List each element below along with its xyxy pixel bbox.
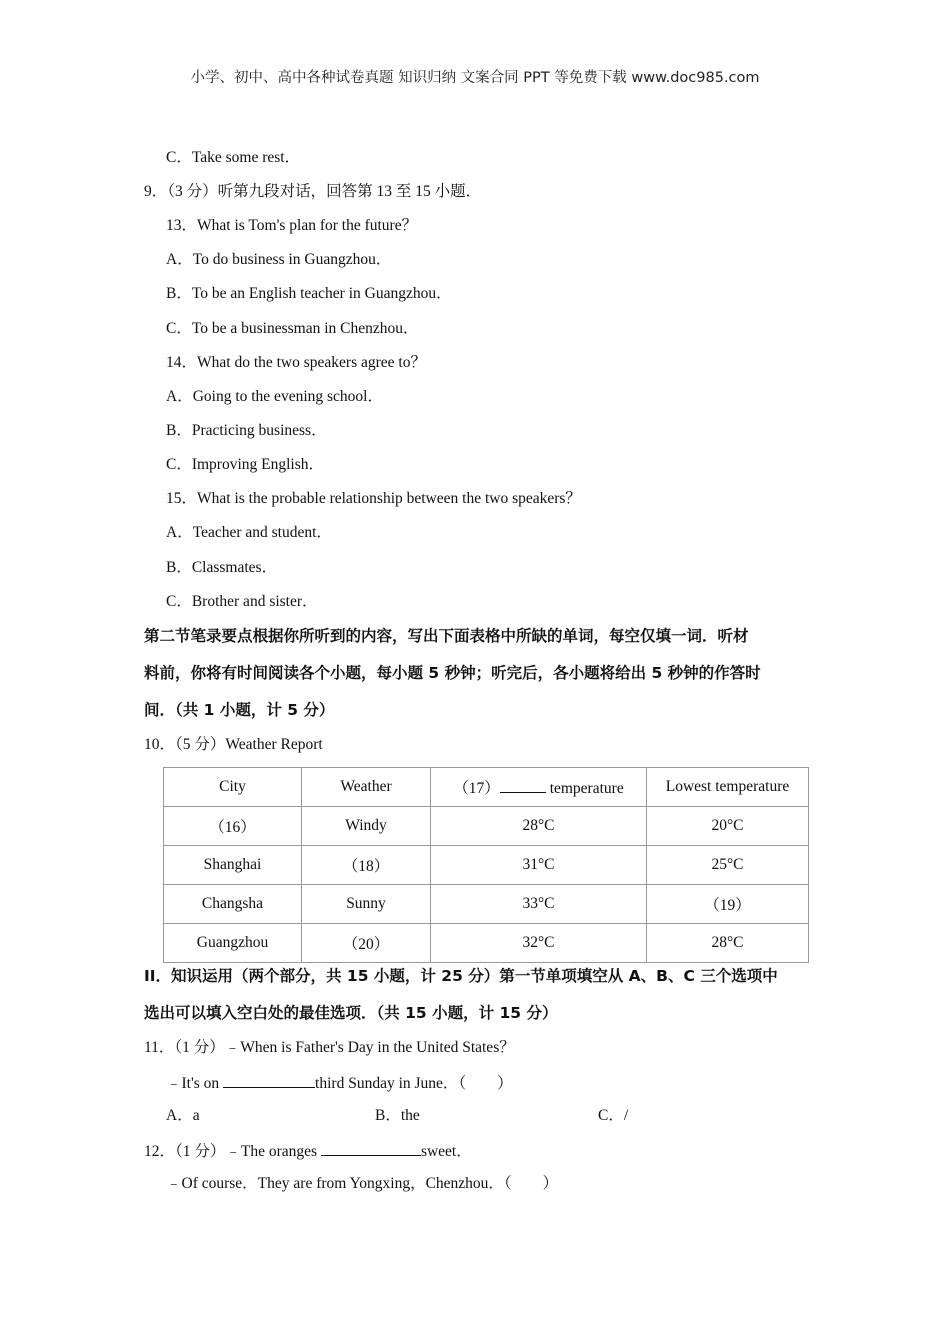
q15-option-a: A．Teacher and student．	[166, 524, 332, 541]
q11-question: 11．（1 分）﹣When is Father's Day in the United States？	[144, 1039, 515, 1056]
table-row	[164, 846, 809, 885]
q11-option-a: A．a	[166, 1107, 200, 1124]
header-city: City	[164, 768, 302, 807]
table-row	[164, 924, 809, 963]
q12-question-start: 12．（1 分）﹣The oranges	[144, 1143, 321, 1160]
q10-heading: 10．（5 分）Weather Report	[144, 736, 323, 753]
q15-option-c: C．Brother and sister．	[166, 593, 318, 610]
q8-option-c: C．Take some rest．	[166, 149, 301, 166]
cell-weather: Sunny	[302, 885, 431, 924]
cell-high: 33°C	[431, 885, 647, 924]
q13-option-c: C．To be a businessman in Chenzhou．	[166, 320, 419, 337]
section2-instructions-3: 间．（共 1 小题，计 5 分）	[144, 701, 335, 719]
q15-question: 15．What is the probable relationship between the two speakers？	[166, 490, 581, 507]
q12-blank	[321, 1140, 421, 1156]
q13-option-b: B．To be an English teacher in Guangzhou．	[166, 285, 452, 302]
cell-high: 32°C	[431, 924, 647, 963]
cell-city: Changsha	[164, 885, 302, 924]
cell-low: 25°C	[647, 846, 809, 885]
part2-instructions-2: 选出可以填入空白处的最佳选项．（共 15 小题，计 15 分）	[144, 1004, 558, 1022]
blank-17-label: （17）	[453, 780, 500, 797]
table-header-row	[164, 768, 809, 807]
page-header: 小学、初中、高中各种试卷真题 知识归纳 文案合同 PPT 等免费下载 www.doc985.com	[190, 70, 760, 86]
cell-weather: Windy	[302, 807, 431, 846]
header-temperature-suffix: temperature	[545, 780, 624, 797]
cell-city: （16）	[164, 807, 302, 846]
cell-low: 28°C	[647, 924, 809, 963]
section2-instructions-2: 料前，你将有时间阅读各个小题，每小题 5 秒钟；听完后，各小题将给出 5 秒钟的作答时	[144, 664, 761, 682]
section2-instructions-1: 第二节笔录要点根据你所听到的内容，写出下面表格中所缺的单词，每空仅填一词．听材	[144, 627, 749, 645]
table-row	[164, 807, 809, 846]
q14-question: 14．What do the two speakers agree to？	[166, 354, 426, 371]
q14-option-b: B．Practicing business．	[166, 422, 327, 439]
cell-low: 20°C	[647, 807, 809, 846]
table-row	[164, 885, 809, 924]
q11-sentence	[166, 1072, 513, 1094]
cell-high: 31°C	[431, 846, 647, 885]
cell-weather: （20）	[302, 924, 431, 963]
q12-answer-line: ﹣Of course．They are from Yongxing，Chenzhou．（ ）	[166, 1175, 559, 1192]
q11-sentence-start: ﹣It's on	[166, 1075, 224, 1092]
q15-option-b: B．Classmates．	[166, 559, 278, 576]
q14-option-c: C．Improving English．	[166, 456, 325, 473]
header-weather: Weather	[302, 768, 431, 807]
weather-report-table	[163, 767, 809, 963]
q13-question: 13．What is Tom's plan for the future？	[166, 217, 418, 234]
q11-sentence-end: third Sunday in June．（ ）	[315, 1075, 513, 1092]
cell-weather: （18）	[302, 846, 431, 885]
q11-option-b: B．the	[375, 1107, 420, 1124]
cell-city: Guangzhou	[164, 924, 302, 963]
q13-option-a: A．To do business in Guangzhou．	[166, 251, 392, 268]
q11-blank	[223, 1072, 315, 1088]
cell-high: 28°C	[431, 807, 647, 846]
blank-17	[500, 777, 546, 793]
header-lowest-temperature: Lowest temperature	[647, 768, 809, 807]
q14-option-a: A．Going to the evening school．	[166, 388, 383, 405]
header-highest-temperature	[431, 768, 647, 807]
part2-instructions-1: II．知识运用（两个部分，共 15 小题，计 25 分）第一节单项填空从 A、B、C 三个选项中	[144, 967, 778, 985]
cell-low: （19）	[647, 885, 809, 924]
q11-option-c: C．/	[598, 1107, 629, 1124]
q12-question-end: sweet．	[420, 1143, 472, 1160]
q12-question	[144, 1140, 472, 1162]
cell-city: Shanghai	[164, 846, 302, 885]
q9-heading: 9．（3 分）听第九段对话，回答第 13 至 15 小题．	[144, 183, 482, 200]
